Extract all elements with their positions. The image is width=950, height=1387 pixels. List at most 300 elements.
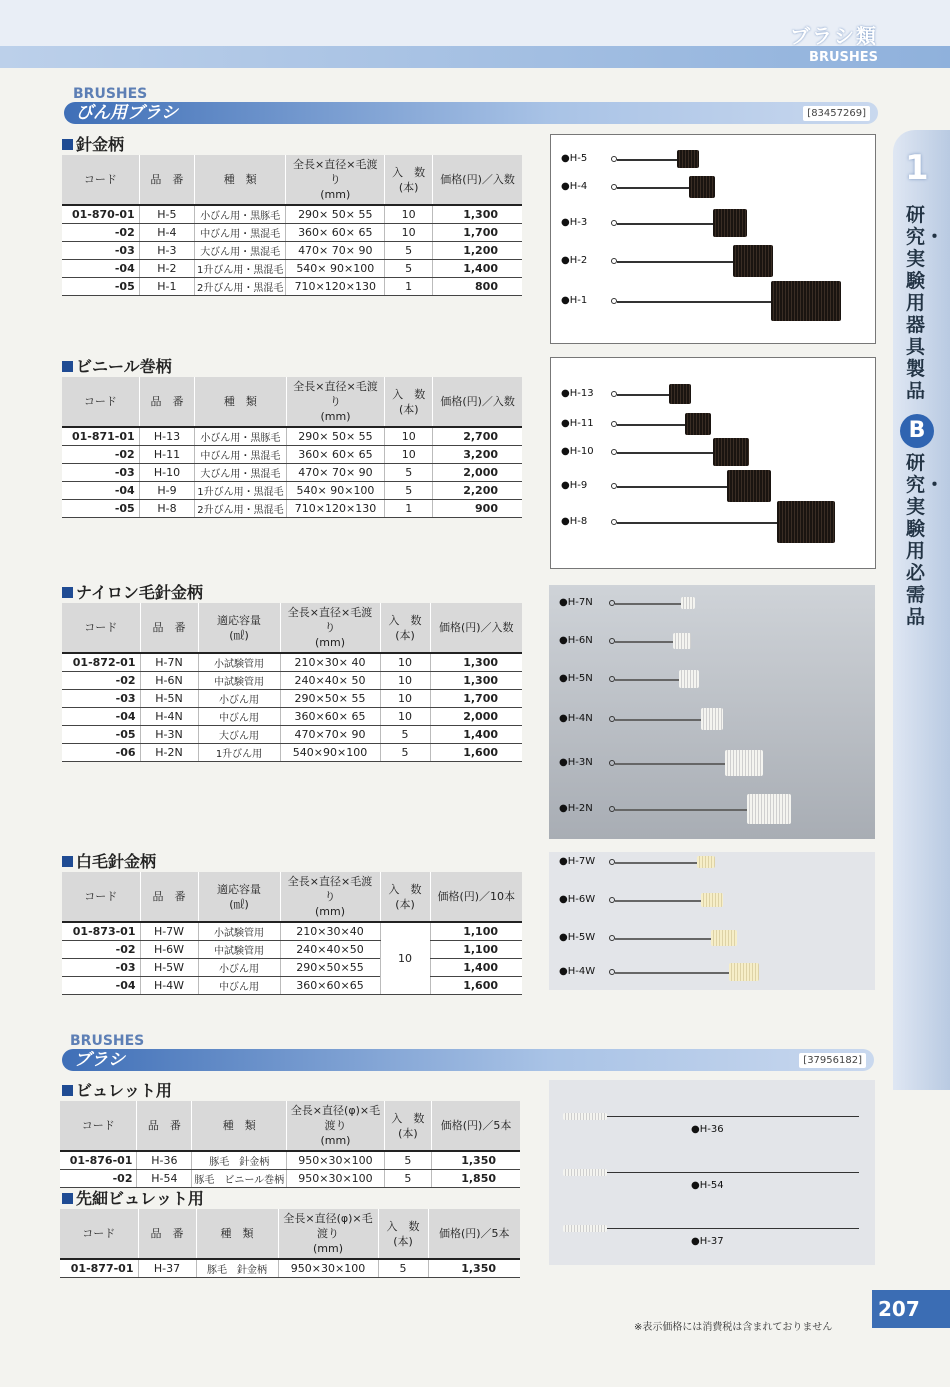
- table-cell: -02: [62, 940, 140, 958]
- table-cell: 10: [380, 922, 430, 994]
- table-cell: 210×30× 40: [280, 653, 380, 671]
- table-cell: H-2: [139, 259, 194, 277]
- table-row: [62, 427, 522, 445]
- table-row: [60, 1169, 520, 1187]
- brush-handle-wire: [615, 938, 711, 940]
- table-cell: 540× 90×100: [286, 259, 385, 277]
- brush-label: ●H-54: [691, 1180, 724, 1191]
- brush-label: ●H-3: [561, 217, 588, 228]
- table-cell: 290×50×55: [280, 958, 380, 976]
- table-cell: 01-871-01: [62, 427, 139, 445]
- table-cell: 01-876-01: [60, 1151, 137, 1169]
- brush-label: ●H-10: [561, 446, 594, 457]
- page-number: 207: [872, 1290, 950, 1328]
- table-cell: 5: [385, 241, 433, 259]
- table-cell: 470×70× 90: [280, 725, 380, 743]
- section-title: びん用ブラシ: [76, 103, 178, 123]
- product-photo-vinyl-handle: [550, 357, 876, 569]
- column-header: 価格(円)／入数: [433, 155, 522, 205]
- brush-bristle-head: [727, 470, 771, 502]
- product-table: [62, 603, 522, 762]
- column-header: 品 番: [139, 155, 194, 205]
- brush-handle-wire: [617, 187, 689, 189]
- table-cell: H-11: [139, 445, 195, 463]
- brush-handle-wire: [617, 522, 777, 524]
- table-cell: H-3N: [140, 725, 198, 743]
- product-table: [60, 1209, 520, 1278]
- table-cell: H-5W: [140, 958, 198, 976]
- table-row: [62, 689, 522, 707]
- table-cell: 5: [384, 1169, 431, 1187]
- table-cell: 10: [385, 205, 433, 223]
- brush-bristle-head: [681, 597, 695, 609]
- table-cell: 10: [380, 653, 430, 671]
- brush-handle-wire: [617, 394, 669, 396]
- table-cell: 中試験管用: [198, 940, 280, 958]
- table-cell: H-4N: [140, 707, 198, 725]
- brush-handle-wire: [563, 1172, 859, 1173]
- subsection-title: [62, 132, 124, 155]
- table-cell: H-13: [139, 427, 195, 445]
- brush-bristle-head: [563, 1169, 607, 1176]
- column-header: 全長×直径×毛渡り (mm): [280, 603, 380, 653]
- column-header: コード: [60, 1209, 138, 1259]
- table-row: [60, 1259, 520, 1277]
- table-row: [62, 259, 522, 277]
- brush-label: ●H-7N: [559, 597, 593, 608]
- table-cell: 1: [385, 277, 433, 295]
- table-row: [60, 1151, 520, 1169]
- table-cell: 710×120×130: [286, 499, 385, 517]
- table-cell: 2,700: [433, 427, 522, 445]
- brush-handle-wire: [617, 452, 713, 454]
- table-row: [62, 277, 522, 295]
- table-cell: 中びん用・黒混毛: [195, 445, 286, 463]
- table-cell: 5: [378, 1259, 428, 1277]
- table-cell: 1,600: [430, 743, 522, 761]
- brush-handle-wire: [615, 719, 701, 721]
- header-title-en: BRUSHES: [809, 50, 878, 65]
- table-row: [62, 463, 522, 481]
- table-cell: 中びん用: [198, 707, 280, 725]
- table-cell: 800: [433, 277, 522, 295]
- table-cell: H-8: [139, 499, 195, 517]
- subsection-title-text: 白毛針金柄: [76, 852, 157, 871]
- table-cell: -02: [62, 671, 140, 689]
- column-header: 種 類: [195, 155, 286, 205]
- column-header: 品 番: [139, 377, 195, 427]
- table-row: [62, 725, 522, 743]
- table-cell: 5: [385, 259, 433, 277]
- brush-label: ●H-2N: [559, 803, 593, 814]
- table-cell: 1,100: [430, 922, 522, 940]
- table-cell: 01-870-01: [62, 205, 139, 223]
- table-cell: 2,000: [430, 707, 522, 725]
- brush-handle-wire: [615, 809, 747, 811]
- section-code: [37956182]: [799, 1053, 866, 1068]
- subsection-title-text: 先細ビュレット用: [76, 1189, 204, 1208]
- table-cell: H-9: [139, 481, 195, 499]
- table-cell: -05: [62, 277, 139, 295]
- brush-label: ●H-4W: [559, 966, 596, 977]
- column-header: 品 番: [137, 1101, 192, 1151]
- table-cell: 中びん用・黒混毛: [195, 223, 286, 241]
- table-cell: 470× 70× 90: [286, 463, 385, 481]
- table-cell: 210×30×40: [280, 922, 380, 940]
- brush-label: ●H-11: [561, 418, 594, 429]
- table-cell: 1,300: [433, 205, 522, 223]
- table-cell: H-10: [139, 463, 195, 481]
- table-cell: 豚毛 針金柄: [196, 1259, 278, 1277]
- table-cell: -04: [62, 707, 140, 725]
- table-cell: -05: [62, 725, 140, 743]
- table-cell: H-7N: [140, 653, 198, 671]
- table-cell: 1: [385, 499, 433, 517]
- brush-label: ●H-5: [561, 153, 588, 164]
- table-cell: H-7W: [140, 922, 198, 940]
- section-title-bar: [64, 102, 878, 124]
- table-cell: 290× 50× 55: [286, 427, 385, 445]
- table-cell: 1,300: [430, 671, 522, 689]
- column-header: 入 数 (本): [380, 872, 430, 922]
- brush-bristle-head: [747, 794, 791, 824]
- table-row: [62, 940, 522, 958]
- table-cell: 360× 60× 65: [286, 223, 385, 241]
- table-cell: 大びん用・黒混毛: [195, 241, 286, 259]
- brush-bristle-head: [729, 963, 759, 981]
- table-cell: H-6N: [140, 671, 198, 689]
- column-header: 価格(円)／入数: [430, 603, 522, 653]
- table-cell: 01-877-01: [60, 1259, 138, 1277]
- table-cell: 360×60× 65: [280, 707, 380, 725]
- table-cell: 950×30×100: [287, 1169, 385, 1187]
- table-cell: 950×30×100: [278, 1259, 378, 1277]
- table-cell: 豚毛 ビニール巻柄: [192, 1169, 287, 1187]
- column-header: 適応容量 (㎖): [198, 872, 280, 922]
- table-row: [62, 707, 522, 725]
- table-row: [62, 223, 522, 241]
- brush-label: ●H-36: [691, 1124, 724, 1135]
- brush-label: ●H-5W: [559, 932, 596, 943]
- table-cell: 5: [380, 725, 430, 743]
- table-row: [62, 241, 522, 259]
- column-header: 適応容量 (㎖): [198, 603, 280, 653]
- table-cell: 1,700: [430, 689, 522, 707]
- table-cell: 1,400: [433, 259, 522, 277]
- brush-handle-wire: [617, 424, 685, 426]
- column-header: コード: [62, 155, 139, 205]
- table-cell: 小びん用・黒豚毛: [195, 427, 286, 445]
- table-cell: 1,300: [430, 653, 522, 671]
- brush-bristle-head: [733, 245, 773, 277]
- column-header: 入 数 (本): [385, 155, 433, 205]
- subsection-title: [62, 1078, 172, 1101]
- table-cell: -04: [62, 481, 139, 499]
- table-cell: 1,850: [432, 1169, 520, 1187]
- table-cell: 中試験管用: [198, 671, 280, 689]
- product-table: [60, 1101, 520, 1188]
- table-cell: 1,600: [430, 976, 522, 994]
- brush-label: ●H-13: [561, 388, 594, 399]
- table-row: [62, 499, 522, 517]
- column-header: 種 類: [195, 377, 286, 427]
- section-title-bar: [62, 1049, 874, 1071]
- side-section-badge: B: [900, 414, 934, 448]
- table-cell: H-4W: [140, 976, 198, 994]
- subsection-title: [62, 849, 156, 872]
- brush-label: ●H-37: [691, 1236, 724, 1247]
- brush-bristle-head: [697, 856, 715, 868]
- section-en-label: BRUSHES: [73, 86, 148, 102]
- table-cell: 中びん用: [198, 976, 280, 994]
- product-table: [62, 377, 522, 518]
- table-cell: -03: [62, 689, 140, 707]
- header-band: [0, 46, 950, 68]
- table-cell: 01-873-01: [62, 922, 140, 940]
- table-cell: 10: [385, 223, 433, 241]
- table-cell: H-6W: [140, 940, 198, 958]
- table-cell: 1,350: [428, 1259, 520, 1277]
- brush-bristle-head: [777, 501, 835, 543]
- table-cell: 1升びん用: [198, 743, 280, 761]
- brush-bristle-head: [725, 750, 763, 776]
- brush-label: ●H-7W: [559, 856, 596, 867]
- table-cell: -03: [62, 463, 139, 481]
- bullet-square-icon: [62, 1193, 73, 1204]
- footnote: ※表示価格には消費税は含まれておりません: [634, 1322, 833, 1333]
- brush-label: ●H-4: [561, 181, 588, 192]
- subsection-title: [62, 580, 203, 603]
- subsection-title-text: ナイロン毛針金柄: [76, 583, 203, 602]
- brush-bristle-head: [701, 893, 723, 907]
- table-cell: -02: [60, 1169, 137, 1187]
- column-header: 価格(円)／5本: [432, 1101, 520, 1151]
- brush-handle-wire: [617, 486, 727, 488]
- table-cell: 10: [380, 707, 430, 725]
- brush-handle-wire: [617, 261, 733, 263]
- table-cell: -06: [62, 743, 140, 761]
- product-photo-burette: [549, 1080, 875, 1265]
- table-row: [62, 922, 522, 940]
- table-cell: 大びん用: [198, 725, 280, 743]
- table-cell: 01-872-01: [62, 653, 140, 671]
- table-cell: 360×60×65: [280, 976, 380, 994]
- table-cell: -05: [62, 499, 139, 517]
- table-cell: 2升びん用・黒混毛: [195, 277, 286, 295]
- product-photo-nylon: [549, 585, 875, 839]
- section-en-label: BRUSHES: [70, 1033, 145, 1049]
- table-cell: 1,400: [430, 958, 522, 976]
- table-cell: 1,350: [432, 1151, 520, 1169]
- column-header: 価格(円)／10本: [430, 872, 522, 922]
- subsection-title: [62, 354, 172, 377]
- column-header: 全長×直径×毛渡り (mm): [286, 377, 385, 427]
- table-cell: H-1: [139, 277, 194, 295]
- brush-label: ●H-6W: [559, 894, 596, 905]
- brush-bristle-head: [689, 176, 715, 198]
- table-row: [62, 481, 522, 499]
- brush-label: ●H-2: [561, 255, 588, 266]
- table-cell: 10: [385, 427, 433, 445]
- brush-handle-wire: [615, 900, 701, 902]
- subsection-title-text: ビュレット用: [76, 1081, 172, 1100]
- brush-handle-wire: [615, 679, 679, 681]
- table-cell: -02: [62, 223, 139, 241]
- table-cell: 1,400: [430, 725, 522, 743]
- bullet-square-icon: [62, 587, 73, 598]
- column-header: コード: [62, 603, 140, 653]
- brush-bristle-head: [711, 930, 737, 946]
- table-cell: 540×90×100: [280, 743, 380, 761]
- column-header: 入 数 (本): [378, 1209, 428, 1259]
- table-cell: 240×40×50: [280, 940, 380, 958]
- table-cell: 大びん用・黒混毛: [195, 463, 286, 481]
- brush-handle-wire: [563, 1116, 859, 1117]
- brush-handle-wire: [617, 223, 713, 225]
- table-cell: 540× 90×100: [286, 481, 385, 499]
- brush-handle-wire: [615, 641, 673, 643]
- column-header: 品 番: [140, 603, 198, 653]
- column-header: 全長×直径(φ)×毛渡り (mm): [278, 1209, 378, 1259]
- bullet-square-icon: [62, 139, 73, 150]
- product-table: [62, 155, 522, 296]
- table-row: [62, 205, 522, 223]
- product-table: [62, 872, 522, 995]
- table-cell: 1,700: [433, 223, 522, 241]
- brush-bristle-head: [771, 281, 841, 321]
- table-cell: H-36: [137, 1151, 192, 1169]
- brush-label: ●H-9: [561, 480, 588, 491]
- brush-handle-wire: [615, 862, 697, 864]
- brush-bristle-head: [713, 209, 747, 237]
- brush-bristle-head: [563, 1113, 607, 1120]
- table-cell: -03: [62, 958, 140, 976]
- table-cell: H-54: [137, 1169, 192, 1187]
- table-cell: 710×120×130: [286, 277, 385, 295]
- brush-label: ●H-3N: [559, 757, 593, 768]
- section-code: [83457269]: [803, 106, 870, 121]
- column-header: 入 数 (本): [385, 377, 433, 427]
- subsection-title-text: 針金柄: [76, 135, 125, 154]
- table-cell: 10: [385, 445, 433, 463]
- table-cell: 5: [385, 481, 433, 499]
- table-cell: 3,200: [433, 445, 522, 463]
- table-cell: 5: [384, 1151, 431, 1169]
- product-photo-wire-handle: [550, 134, 876, 344]
- header-title-jp: ブラシ類: [790, 24, 878, 48]
- table-cell: 2,200: [433, 481, 522, 499]
- brush-handle-wire: [563, 1228, 859, 1229]
- table-cell: 1,200: [433, 241, 522, 259]
- table-row: [62, 976, 522, 994]
- brush-handle-wire: [615, 972, 729, 974]
- table-cell: H-5: [139, 205, 194, 223]
- brush-bristle-head: [685, 413, 711, 435]
- bullet-square-icon: [62, 1085, 73, 1096]
- brush-bristle-head: [673, 633, 691, 649]
- table-cell: 950×30×100: [287, 1151, 385, 1169]
- brush-handle-wire: [617, 159, 677, 161]
- table-cell: 2,000: [433, 463, 522, 481]
- column-header: 価格(円)／5本: [428, 1209, 520, 1259]
- brush-handle-wire: [617, 301, 771, 303]
- brush-bristle-head: [679, 670, 699, 688]
- table-cell: 1升びん用・黒混毛: [195, 481, 286, 499]
- table-row: [62, 445, 522, 463]
- subsection-title-text: ビニール巻柄: [76, 357, 172, 376]
- table-cell: 2升びん用・黒混毛: [195, 499, 286, 517]
- brush-label: ●H-8: [561, 516, 588, 527]
- table-cell: 240×40× 50: [280, 671, 380, 689]
- table-cell: 5: [380, 743, 430, 761]
- side-chapter-title: 研究・実験用器具製品: [906, 204, 945, 402]
- side-section-title: 研究・実験用必需品: [906, 452, 945, 628]
- brush-handle-wire: [615, 603, 681, 605]
- brush-bristle-head: [669, 384, 691, 404]
- table-row: [62, 671, 522, 689]
- brush-bristle-head: [563, 1225, 607, 1232]
- bullet-square-icon: [62, 856, 73, 867]
- column-header: コード: [62, 377, 139, 427]
- table-cell: 小試験管用: [198, 922, 280, 940]
- table-cell: 5: [385, 463, 433, 481]
- column-header: 品 番: [140, 872, 198, 922]
- brush-label: ●H-1: [561, 295, 588, 306]
- table-cell: 小びん用・黒豚毛: [195, 205, 286, 223]
- table-cell: -04: [62, 976, 140, 994]
- table-cell: -03: [62, 241, 139, 259]
- column-header: 入 数 (本): [384, 1101, 431, 1151]
- table-cell: 小試験管用: [198, 653, 280, 671]
- table-cell: H-5N: [140, 689, 198, 707]
- table-row: [62, 743, 522, 761]
- column-header: 種 類: [192, 1101, 287, 1151]
- table-cell: 10: [380, 689, 430, 707]
- brush-handle-wire: [615, 763, 725, 765]
- table-cell: H-4: [139, 223, 194, 241]
- brush-bristle-head: [713, 438, 749, 466]
- table-cell: 1,100: [430, 940, 522, 958]
- table-row: [62, 653, 522, 671]
- table-cell: 豚毛 針金柄: [192, 1151, 287, 1169]
- brush-label: ●H-6N: [559, 635, 593, 646]
- table-cell: H-2N: [140, 743, 198, 761]
- column-header: 種 類: [196, 1209, 278, 1259]
- section-title: ブラシ: [74, 1050, 125, 1070]
- column-header: 全長×直径×毛渡り (mm): [280, 872, 380, 922]
- column-header: 全長×直径×毛渡り (mm): [286, 155, 385, 205]
- column-header: コード: [62, 872, 140, 922]
- brush-bristle-head: [677, 150, 699, 168]
- table-cell: 360× 60× 65: [286, 445, 385, 463]
- column-header: 品 番: [138, 1209, 196, 1259]
- column-header: コード: [60, 1101, 137, 1151]
- table-cell: 小びん用: [198, 958, 280, 976]
- table-cell: 290× 50× 55: [286, 205, 385, 223]
- brush-label: ●H-4N: [559, 713, 593, 724]
- table-cell: 290×50× 55: [280, 689, 380, 707]
- table-cell: -04: [62, 259, 139, 277]
- brush-label: ●H-5N: [559, 673, 593, 684]
- table-cell: -02: [62, 445, 139, 463]
- table-cell: 10: [380, 671, 430, 689]
- column-header: 入 数 (本): [380, 603, 430, 653]
- bullet-square-icon: [62, 361, 73, 372]
- table-cell: 470× 70× 90: [286, 241, 385, 259]
- table-cell: H-37: [138, 1259, 196, 1277]
- table-cell: 1升びん用・黒混毛: [195, 259, 286, 277]
- side-chapter-number: 1: [905, 148, 929, 188]
